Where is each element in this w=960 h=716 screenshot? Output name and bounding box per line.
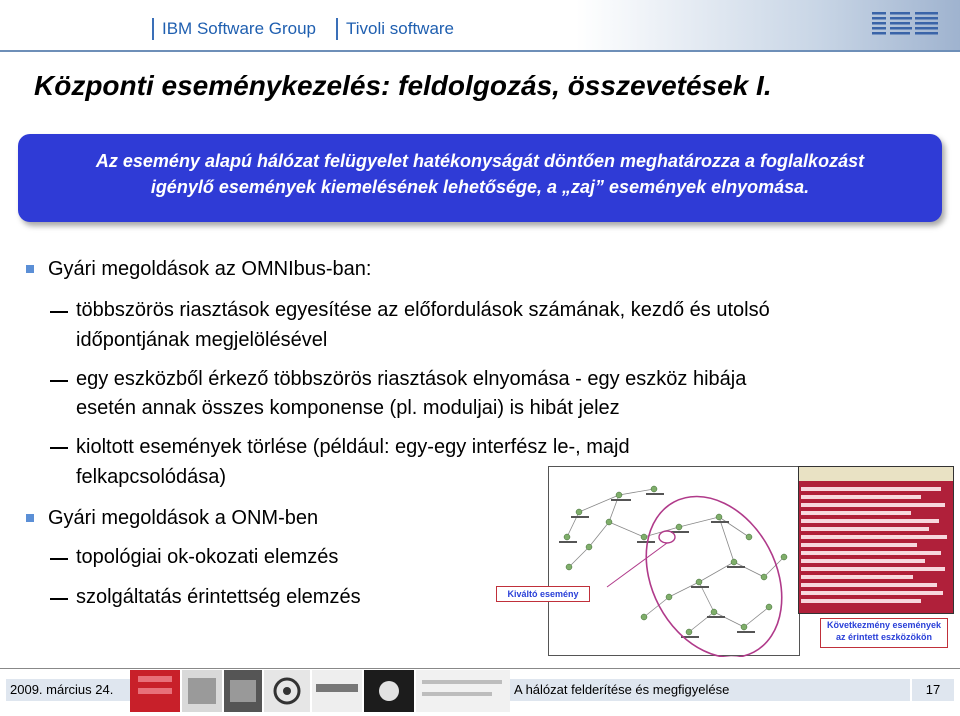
event-row	[801, 559, 925, 563]
bullet-heading: Gyári megoldások az OMNIbus-ban:	[48, 258, 372, 280]
event-row	[801, 487, 941, 491]
event-row	[801, 567, 945, 571]
trigger-pointer-line	[607, 543, 667, 587]
dash-icon	[50, 598, 68, 600]
bullet-heading: Gyári megoldások a ONM-ben	[48, 507, 319, 529]
trigger-event-marker	[659, 531, 675, 543]
footer-image-strip	[130, 670, 510, 712]
sub-bullet-line: kioltott események törlése (például: egy-egy interfész le-, majd	[76, 436, 630, 458]
callout-line-2: igénylő események kiemelésének lehetősége, a „zaj” események elnyomása.	[150, 177, 810, 197]
bullet-square-icon	[26, 265, 34, 273]
event-row	[801, 535, 947, 539]
event-row	[801, 543, 917, 547]
event-row	[801, 583, 937, 587]
event-row	[801, 519, 939, 523]
event-row	[801, 495, 921, 499]
trigger-event-label: Kiváltó esemény	[496, 586, 590, 602]
sub-bullet-line: egy eszközből érkező többszörös riasztások elnyomása - egy eszköz hibája	[76, 368, 747, 390]
consequence-label-line-1: Következmény események	[826, 620, 942, 630]
network-topology-diagram	[548, 466, 800, 656]
dash-icon	[50, 558, 68, 560]
ibm-logo-icon	[872, 10, 938, 38]
affected-devices-ellipse	[619, 473, 801, 657]
header-group-name: IBM Software Group	[162, 19, 317, 38]
header-product-name: Tivoli software	[346, 19, 455, 38]
event-list-header	[799, 467, 953, 481]
page-number: 17	[912, 679, 954, 701]
svg-text:IBM: IBM	[872, 10, 874, 11]
event-row	[801, 575, 913, 579]
topology-graph	[549, 467, 801, 657]
callout-text	[38, 148, 922, 200]
event-row	[801, 511, 911, 515]
event-row	[801, 503, 945, 507]
event-row	[801, 527, 929, 531]
dash-icon	[50, 311, 68, 313]
event-row	[801, 551, 941, 555]
highlight-callout	[18, 134, 942, 222]
header-divider	[0, 50, 960, 52]
event-list-window	[798, 466, 954, 614]
page-title: Központi eseménykezelés: feldolgozás, összevetések I.	[34, 70, 772, 101]
header-separator	[336, 18, 338, 40]
sub-bullet-line: topológiai ok-okozati elemzés	[76, 546, 339, 568]
bullet-square-icon	[26, 514, 34, 522]
sub-bullet-line: szolgáltatás érintettség elemzés	[76, 586, 361, 608]
sub-bullet-line: időpontjának megjelölésével	[76, 329, 328, 351]
dash-icon	[50, 380, 68, 382]
sub-bullet-line: felkapcsolódása)	[76, 466, 227, 488]
sub-bullet-line: esetén annak összes komponense (pl. moduljai) is hibát jelez	[76, 397, 620, 419]
sub-bullet-line: többszörös riasztások egyesítése az előfordulások számának, kezdő és utolsó	[76, 299, 770, 321]
footer-date: 2009. március 24.	[6, 679, 130, 701]
consequence-events-label	[820, 618, 948, 648]
header-separator	[152, 18, 154, 40]
header-bar	[0, 0, 960, 52]
event-row	[801, 591, 943, 595]
dash-icon	[50, 447, 68, 449]
consequence-label-line-2: az érintett eszközökön	[835, 632, 933, 642]
callout-line-1: Az esemény alapú hálózat felügyelet hatékonyságát döntően meghatározza a foglalkozást	[95, 151, 865, 171]
footer-topic: A hálózat felderítése és megfigyelése	[510, 679, 910, 701]
footer-decorative-photos	[130, 670, 510, 712]
event-row	[801, 599, 921, 603]
